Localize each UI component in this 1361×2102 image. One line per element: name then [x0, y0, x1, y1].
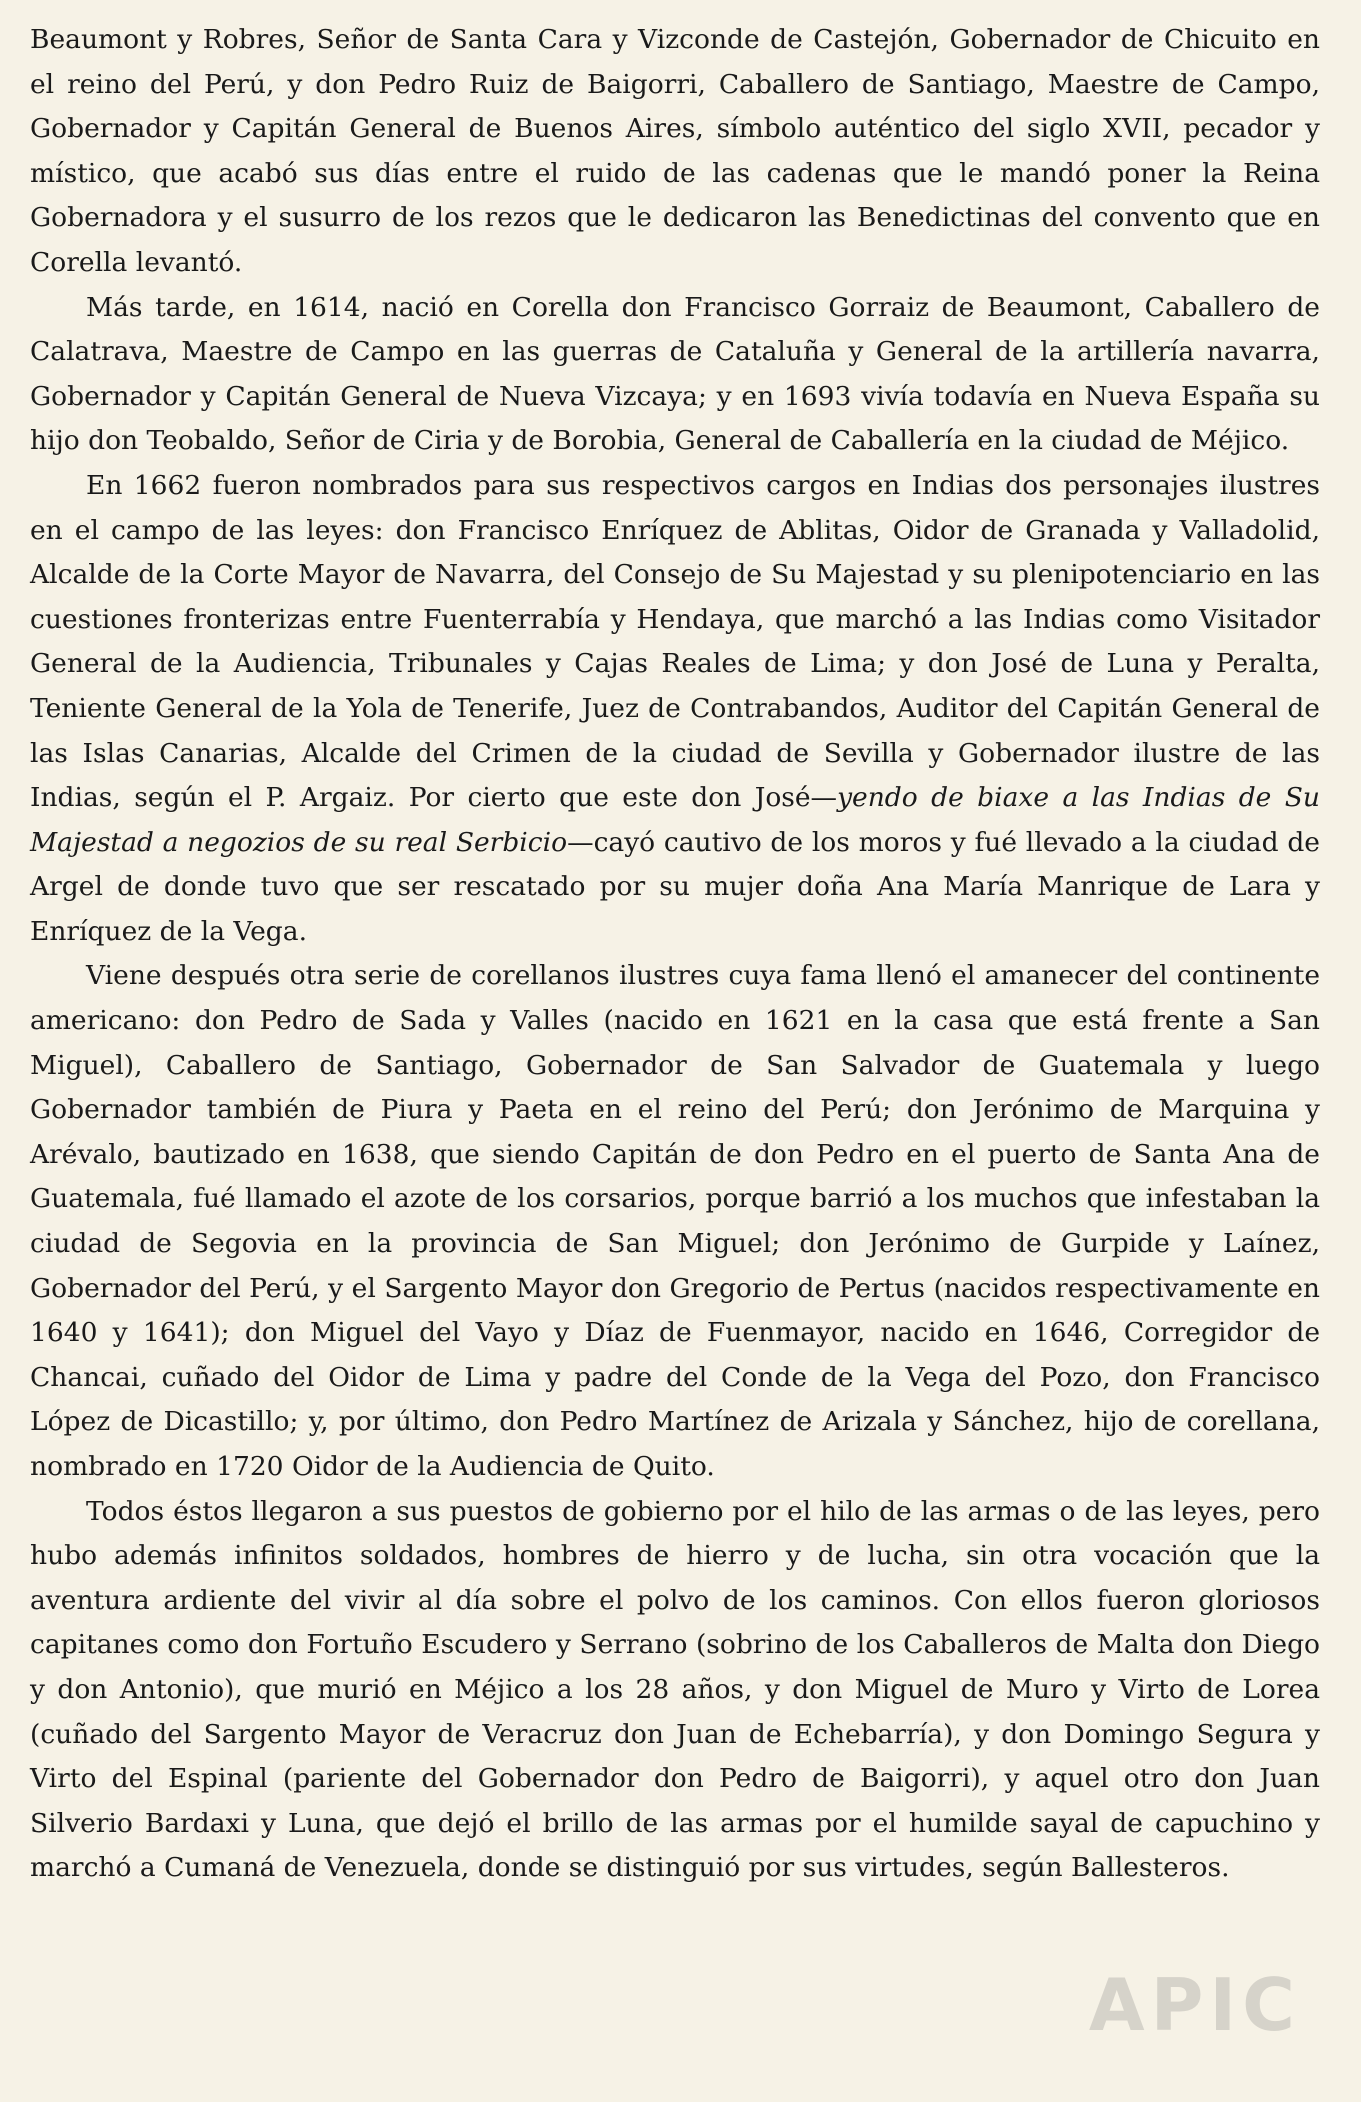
document-page — [30, 18, 1320, 1891]
paragraph-1: Beaumont y Robres, Señor de Santa Cara y Vizconde de Castejón, Gobernador de Chicuito en el reino del Perú, y don Pedro Ruiz de Baigorri, Caballero de Santiago, Maestre de Campo, Gobernador y Capitán General de Buenos Aires, símbolo auténtico del siglo XVII, pecador y místico, que acabó sus días entre el ruido de las cadenas que le mandó poner la Reina Gobernadora y el susurro de los rezos que le dedicaron las Benedictinas del convento que en Corella levantó. — [30, 24, 1320, 278]
paragraph-3 — [30, 464, 1320, 955]
paragraph-5: Todos éstos llegaron a sus puestos de gobierno por el hilo de las armas o de las leyes, pero hubo además infinitos soldados, hombres de hierro y de lucha, sin otra vocación que la aventura ardiente del vivir al día sobre el polvo de los caminos. Con ellos fueron gloriosos capitanes como don Fortuño Escudero y Serrano (sobrino de los Caballeros de Malta don Diego y don Antonio), que murió en Méjico a los 28 años, y don Miguel de Muro y Virto de Lorea (cuñado del Sargento Mayor de Veracruz don Juan de Echebarría), y don Domingo Segura y Virto del Espinal (pariente del Gobernador don Pedro de Baigorri), y aquel otro don Juan Silverio Bardaxi y Luna, que dejó el brillo de las armas por el humilde sayal de capuchino y marchó a Cumaná de Venezuela, donde se distinguió por sus virtudes, según Ballesteros. — [30, 1495, 1320, 1884]
watermark-logo: APIC — [1088, 1963, 1301, 2047]
paragraph-3-text-before: En 1662 fueron nombrados para sus respectivos cargos en Indias dos personajes ilustres en el campo de las leyes: don Francisco Enríquez de Ablitas, Oidor de Granada y Valladolid, Alcalde de la Corte Mayor de Navarra, del Consejo de Su Majestad y su plenipotenciario en las cuestiones fronterizas entre Fuenterrabía y Hendaya, que marchó a las Indias como Visitador General de la Audiencia, Tribunales y Cajas Reales de Lima; y don José de Luna y Peralta, Teniente General de la Yola de Tenerife, Juez de Contrabandos, Auditor del Capitán General de las Islas Canarias, Alcalde del Crimen de la ciudad de Sevilla y Gobernador ilustre de las Indias, según el P. Argaiz. Por cierto que este don José— — [30, 469, 1320, 814]
paragraph-4: Viene después otra serie de corellanos ilustres cuya fama llenó el amanecer del continente americano: don Pedro de Sada y Valles (nacido en 1621 en la casa que está frente a San Miguel), Caballero de Santiago, Gobernador de San Salvador de Guatemala y luego Gobernador también de Piura y Paeta en el reino del Perú; don Jerónimo de Marquina y Arévalo, bautizado en 1638, que siendo Capitán de don Pedro en el puerto de Santa Ana de Guatemala, fué llamado el azote de los corsarios, porque barrió a los muchos que infestaban la ciudad de Segovia en la provincia de San Miguel; don Jerónimo de Gurpide y Laínez, Gobernador del Perú, y el Sargento Mayor don Gregorio de Pertus (nacidos respectivamente en 1640 y 1641); don Miguel del Vayo y Díaz de Fuenmayor, nacido en 1646, Corregidor de Chancai, cuñado del Oidor de Lima y padre del Conde de la Vega del Pozo, don Francisco López de Dicastillo; y, por último, don Pedro Martínez de Arizala y Sánchez, hijo de corellana, nombrado en 1720 Oidor de la Audiencia de Quito. — [30, 960, 1320, 1482]
paragraph-2: Más tarde, en 1614, nació en Corella don Francisco Gorraiz de Beaumont, Caballero de Calatrava, Maestre de Campo en las guerras de Cataluña y General de la artillería navarra, Gobernador y Capitán General de Nueva Vizcaya; y en 1693 vivía todavía en Nueva España su hijo don Teobaldo, Señor de Ciria y de Borobia, General de Caballería en la ciudad de Méjico. — [30, 291, 1320, 457]
paragraph-3-text-after: —cayó cautivo de los moros y fué llevado a la ciudad de Argel de donde tuvo que ser rescatado por su mujer doña Ana María Manrique de Lara y Enríquez de la Vega. — [30, 826, 1320, 947]
paragraph-3-quote: yendo de biaxe a las Indias de Su Majestad a negozios de su real Serbicio — [30, 782, 1320, 858]
